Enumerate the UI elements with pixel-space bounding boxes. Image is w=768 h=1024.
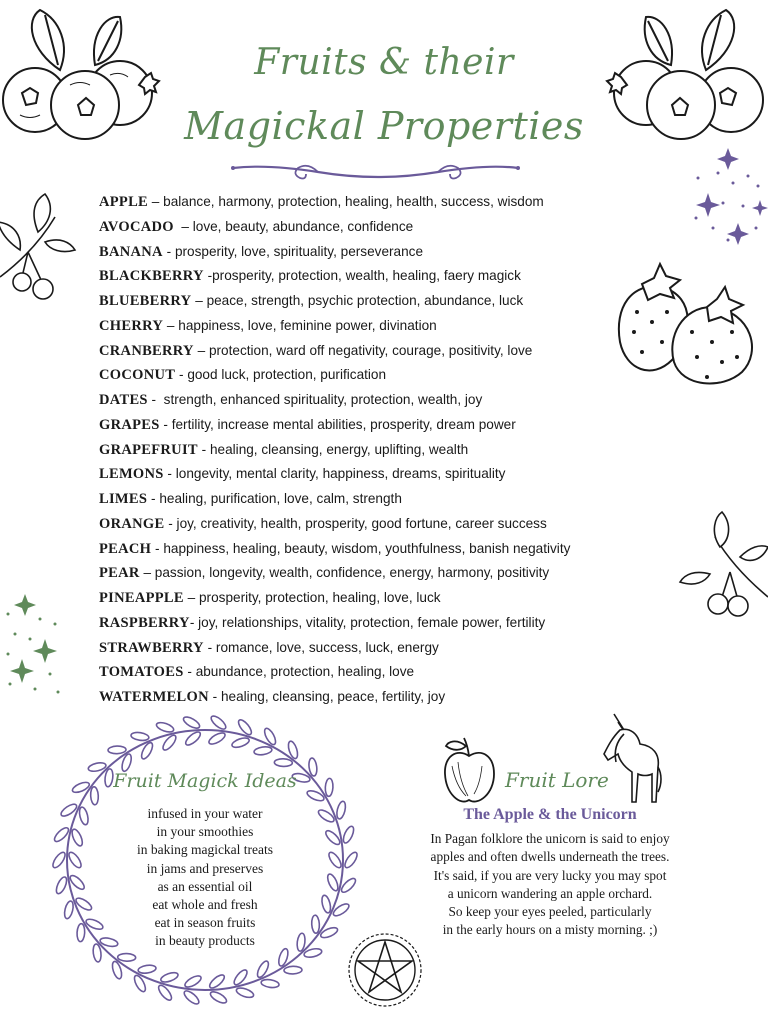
wreath-leaf: [67, 850, 84, 869]
blueberry-cluster-icon: [0, 5, 160, 140]
wreath-leaf: [335, 801, 347, 820]
blueberry-cluster-icon: [606, 5, 766, 140]
page-title-line1: Fruits & their: [254, 42, 514, 83]
ideas-list: [110, 805, 300, 951]
wreath-leaf: [208, 973, 227, 990]
wreath-leaf: [209, 714, 228, 731]
list-item: PINEAPPLE – prosperity, protection, healing, love, luck: [99, 590, 441, 606]
list-item: RASPBERRY- joy, relationships, vitality, protection, female power, fertility: [99, 614, 546, 631]
list-item: COCONUT - good luck, protection, purification: [99, 367, 387, 384]
wreath-leaf: [182, 989, 201, 1006]
list-item: BLUEBERRY – peace, strength, psychic protection, abundance, luck: [99, 293, 524, 309]
ideas-title: Fruit Magick Ideas: [113, 770, 297, 792]
wreath-leaf: [182, 715, 201, 731]
wreath-leaf: [235, 986, 254, 999]
lore-line: So keep your eyes peeled, particularly: [448, 904, 652, 920]
lore-line: apples and often dwells underneath the trees.: [430, 849, 670, 865]
wreath-leaf: [51, 850, 68, 869]
page-title-line2: Magickal Properties: [184, 104, 584, 148]
lore-title: Fruit Lore: [505, 768, 609, 792]
pentagram-icon: [345, 930, 425, 1010]
wreath-leaf: [343, 850, 360, 869]
list-item: STRAWBERRY - romance, love, success, luck, energy: [99, 639, 439, 656]
wreath-leaf: [108, 746, 126, 754]
wreath-leaf: [160, 971, 179, 984]
cherry-branch-icon: [680, 512, 768, 627]
list-item: in jams and preserves: [146, 860, 264, 876]
wreath-leaf: [320, 894, 332, 913]
wreath-leaf: [326, 873, 340, 893]
list-item: GRAPES - fertility, increase mental abilities, prosperity, dream power: [99, 416, 516, 433]
wreath-leaf: [341, 825, 355, 845]
list-item: CRANBERRY – protection, ward off negativity, courage, positivity, love: [99, 342, 533, 359]
wreath-leaf: [138, 964, 157, 974]
list-item: PEAR – passion, longevity, wealth, confidence, energy, harmony, positivity: [99, 565, 550, 582]
wreath-leaf: [274, 759, 292, 767]
lore-line: a unicorn wandering an apple orchard.: [447, 885, 653, 901]
list-item: GRAPEFRUIT - healing, cleansing, energy, uplifting, wealth: [99, 441, 469, 458]
lore-line: In Pagan folklore the unicorn is said to enjoy: [430, 831, 670, 846]
list-item: APPLE – balance, harmony, protection, healing, health, success, wisdom: [99, 194, 544, 210]
list-item: LIMES - healing, purification, love, calm, strength: [99, 491, 402, 507]
wreath-leaf: [284, 966, 302, 974]
wreath-leaf: [207, 731, 226, 747]
list-item: in baking magickal treats: [136, 842, 274, 858]
wreath-leaf: [327, 850, 344, 869]
sparkles-icon: [0, 594, 65, 699]
list-item: eat in season fruits: [154, 915, 256, 931]
wreath-leaf: [130, 731, 149, 741]
list-item: eat whole and fresh: [152, 897, 258, 913]
lore-subtitle: The Apple & the Unicorn: [463, 806, 637, 823]
cherry-branch-icon: [0, 192, 80, 307]
wreath-leaf: [231, 736, 250, 749]
wreath-leaf: [184, 730, 203, 747]
lore-line: in the early hours on a misty morning. ;): [442, 922, 658, 938]
wreath-leaf: [311, 915, 320, 933]
wreath-leaf: [209, 990, 228, 1006]
list-item: BLACKBERRY -prosperity, protection, wealth, healing, faery magick: [99, 268, 521, 285]
wreath-leaf: [63, 900, 75, 919]
apple-icon: [442, 736, 497, 806]
list-item: as an essential oil: [157, 878, 253, 894]
list-item: BANANA - prosperity, love, spirituality, perseverance: [99, 243, 424, 260]
wreath-leaf: [183, 974, 202, 990]
wreath-leaf: [70, 828, 84, 848]
wreath-leaf: [325, 778, 334, 796]
lore-line: It's said, if you are very lucky you may spot: [433, 867, 667, 883]
wreath-leaf: [90, 787, 99, 805]
list-item: CHERRY – happiness, love, feminine power, divination: [99, 317, 437, 334]
list-item: DATES - strength, enhanced spirituality, protection, wealth, joy: [99, 392, 483, 408]
list-item: WATERMELON - healing, cleansing, peace, fertility, joy: [99, 689, 446, 705]
wreath-leaf: [155, 721, 174, 734]
wreath-leaf: [261, 978, 280, 988]
wreath-leaf: [118, 953, 136, 961]
lore-text: [385, 830, 715, 940]
list-item: in beauty products: [155, 933, 255, 949]
wreath-leaf: [77, 923, 86, 941]
list-item: AVOCADO – love, beauty, abundance, confidence: [99, 218, 414, 235]
list-item: infused in your water: [147, 806, 263, 821]
list-item: in your smoothies: [156, 824, 254, 840]
unicorn-icon: [598, 712, 663, 807]
sparkles-icon: [688, 148, 768, 248]
list-item: TOMATOES - abundance, protection, healing, love: [99, 664, 415, 681]
wreath-leaf: [54, 876, 68, 896]
list-item: ORANGE - joy, creativity, health, prosperity, good fortune, career success: [99, 515, 547, 532]
list-item: LEMONS - longevity, mental clarity, happiness, dreams, spirituality: [99, 466, 506, 483]
wreath-leaf: [253, 746, 272, 756]
fruit-properties-list: [99, 190, 679, 710]
list-item: PEACH - happiness, healing, beauty, wisdom, youthfulness, banish negativity: [99, 540, 571, 557]
swirl-divider-icon: [228, 150, 538, 190]
wreath-leaf: [78, 806, 90, 825]
